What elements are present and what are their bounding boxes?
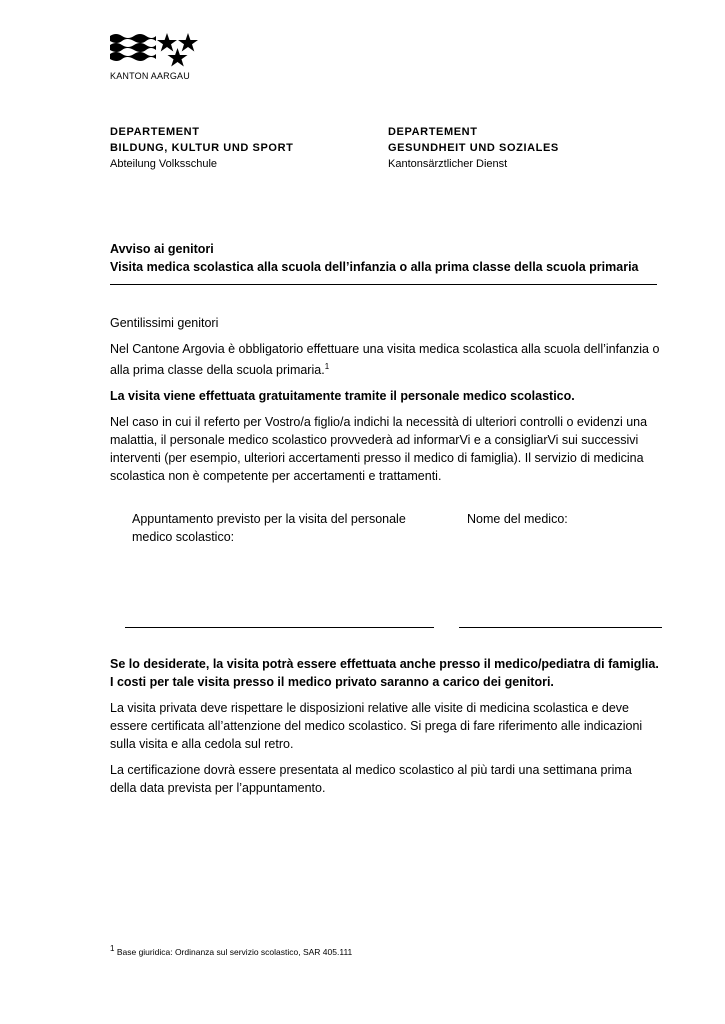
department-right-line3: Kantonsärztlicher Dienst	[388, 158, 508, 170]
appointment-line[interactable]	[125, 627, 434, 628]
department-left-line3: Abteilung Volksschule	[110, 158, 218, 170]
paragraph-4: Se lo desiderate, la visita potrà essere effettuata anche presso il medico/pediatra di famiglia. I costi per tale visita presso il medico privato saranno a carico dei genitori.	[110, 657, 659, 689]
document-title	[110, 240, 639, 276]
body-section-2	[110, 655, 660, 805]
footnote	[110, 944, 352, 957]
paragraph-6: La certificazione dovrà essere presentata al medico scolastico al più tardi una settimana prima della data prevista per l’appuntamento.	[110, 763, 632, 795]
logo-caption: KANTON AARGAU	[110, 71, 190, 81]
department-left-line2: BILDUNG, KULTUR UND SPORT	[110, 142, 294, 154]
paragraph-5: La visita privata deve rispettare le disposizioni relative alle visite di medicina scolastica e deve essere certificata all’attenzione del medico scolastico. Si prega di fare riferimento alle indicazioni sulla visita e alla cedola sul retro.	[110, 701, 643, 751]
title-line2: Visita medica scolastica alla scuola dell’infanzia o alla prima classe della scuola primaria	[110, 260, 639, 274]
footnote-number: 1	[110, 944, 115, 953]
title-divider	[110, 284, 657, 285]
footnote-ref: 1	[324, 362, 330, 371]
department-right	[388, 124, 559, 172]
department-left	[110, 124, 293, 172]
paragraph-3: Nel caso in cui il referto per Vostro/a figlio/a indichi la necessità di ulteriori controlli o evidenzi una malattia, il personale medico scolastico provvederà ad informarVi e a consigliarVi sui successivi interventi (per esempio, ulteriori accertamenti presso il medico di famiglia). Il servizio di medicina scolastica non è competente per accertamenti e trattamenti.	[110, 415, 648, 484]
paragraph-1-text: Nel Cantone Argovia è obbligatorio effettuare una visita medica scolastica alla scuola dell’infanzia o alla prima classe della scuola primaria.	[110, 342, 660, 378]
department-left-line1: DEPARTEMENT	[110, 126, 200, 138]
body-section-1	[110, 314, 660, 493]
footnote-text: Base giuridica: Ordinanza sul servizio scolastico, SAR 405.111	[116, 946, 353, 957]
doctor-name-label: Nome del medico:	[467, 512, 568, 526]
appointment-label: Appuntamento previsto per la visita del personale medico scolastico:	[132, 512, 406, 544]
paragraph-2: La visita viene effettuata gratuitamente tramite il personale medico scolastico.	[110, 389, 575, 404]
paragraph-1	[110, 340, 660, 379]
department-right-line2: GESUNDHEIT UND SOZIALES	[388, 142, 559, 154]
doctor-name-line[interactable]	[459, 627, 662, 628]
title-line1: Avviso ai genitori	[110, 242, 214, 256]
salutation: Gentilissimi genitori	[110, 316, 219, 330]
department-right-line1: DEPARTEMENT	[388, 126, 478, 138]
